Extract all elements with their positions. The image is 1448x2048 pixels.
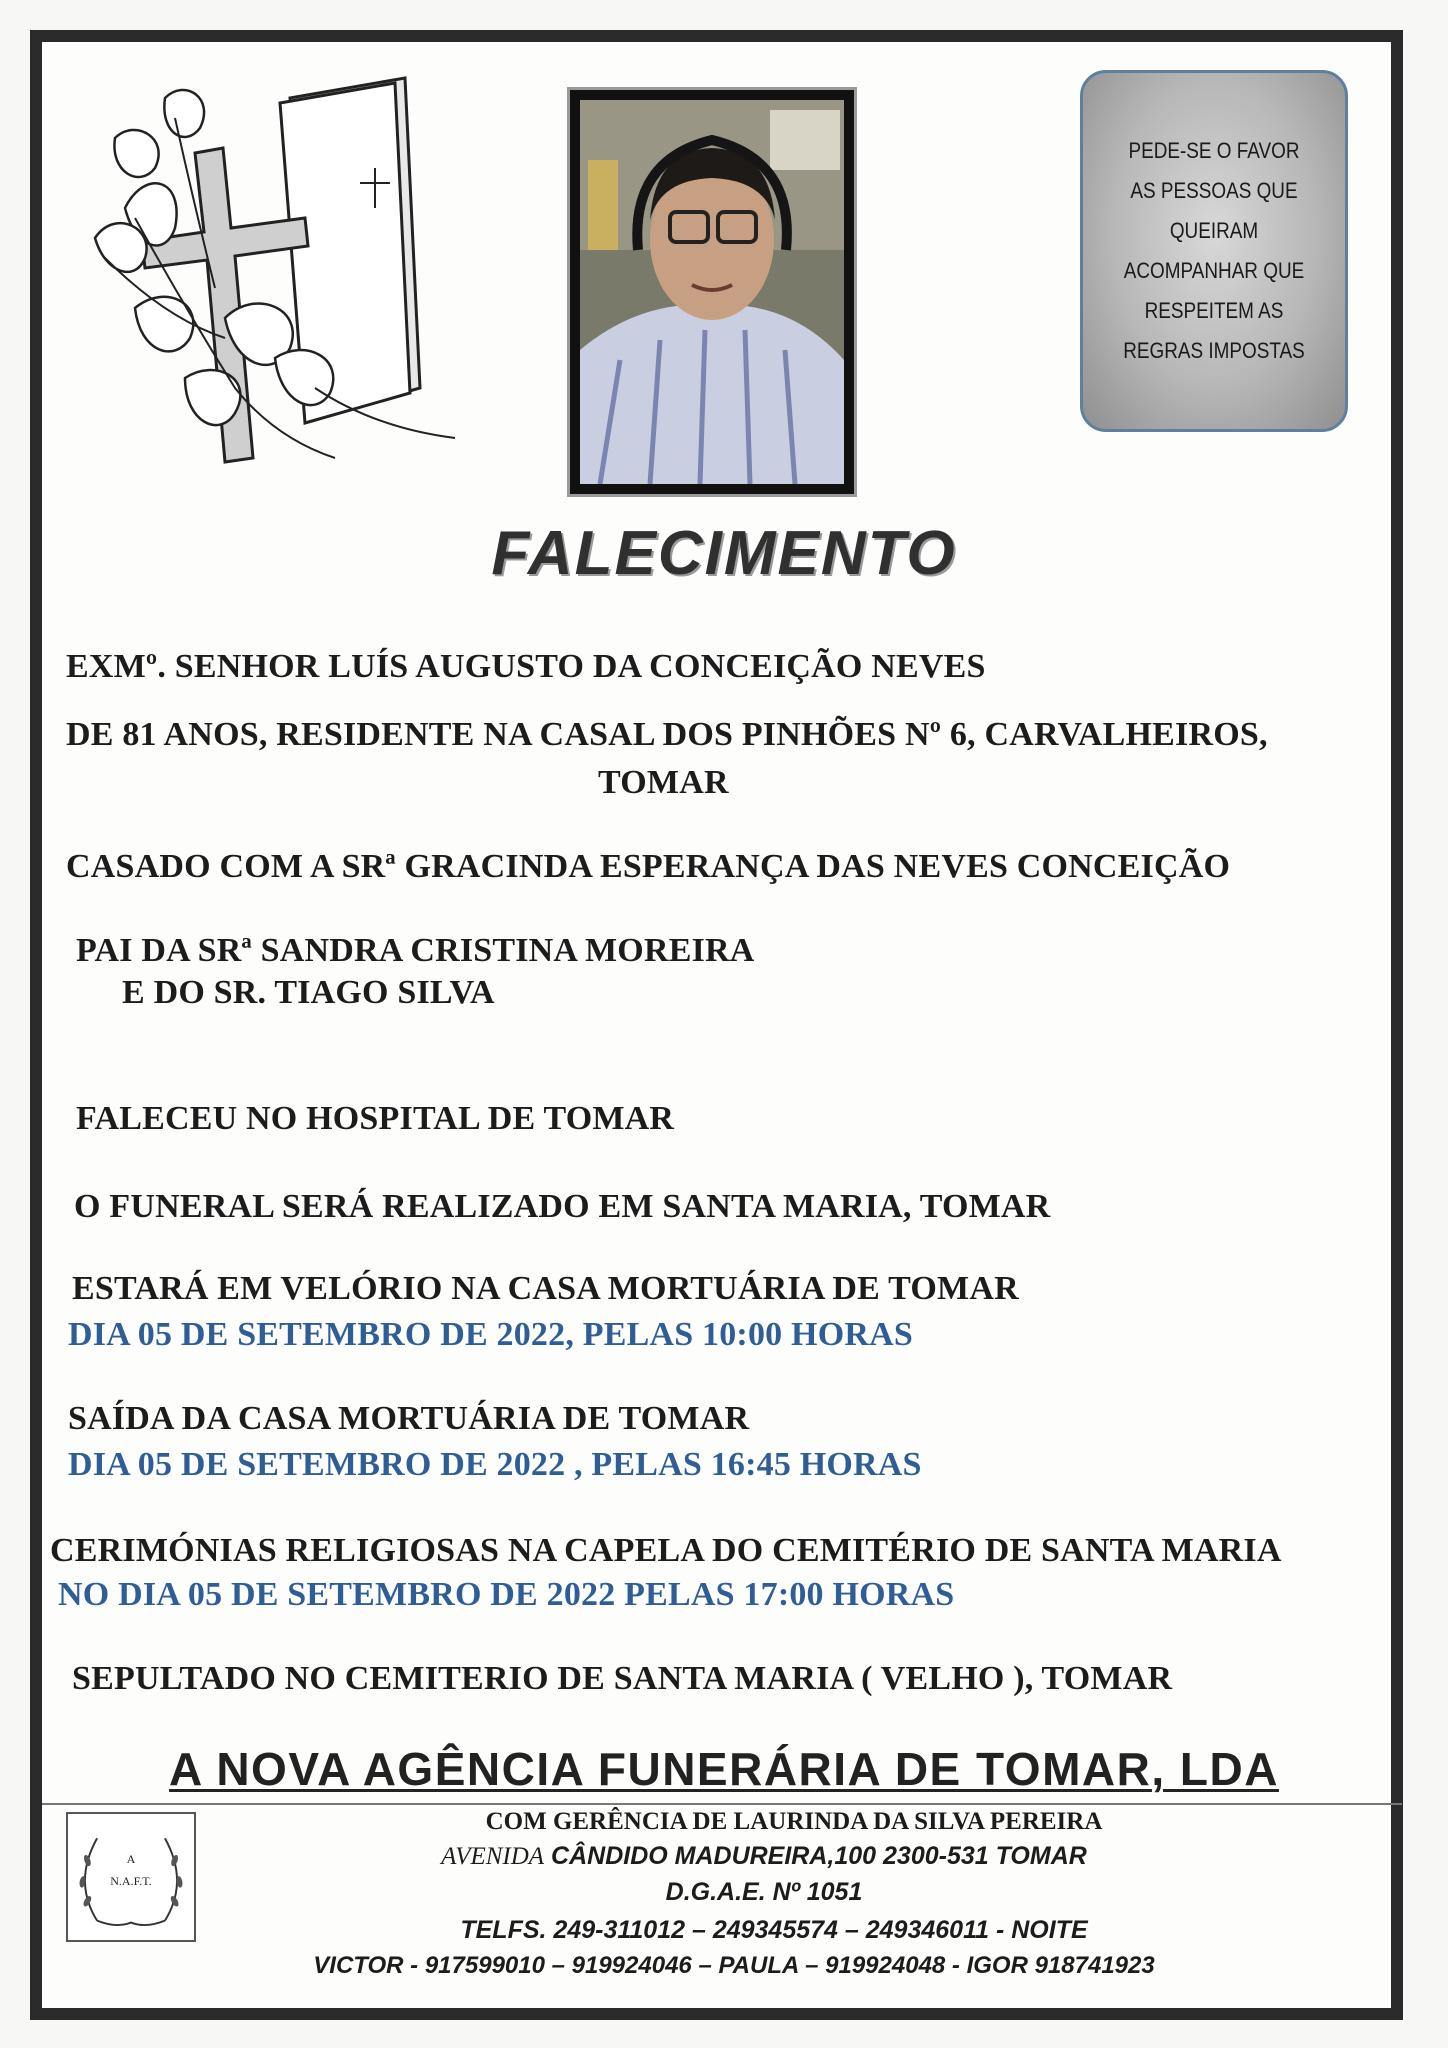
agency-dgae: D.G.A.E. Nº 1051 — [665, 1878, 863, 1906]
child-line-1: PAI DA SRª SANDRA CRISTINA MOREIRA — [76, 932, 755, 969]
page-title: FALECIMENTO — [491, 519, 957, 588]
agency-name: A NOVA AGÊNCIA FUNERÁRIA DE TOMAR, LDA — [169, 1743, 1279, 1795]
footer-divider — [42, 1803, 1402, 1805]
agency-night-contacts: VICTOR - 917599010 – 919924046 – PAULA – 919924048 - IGOR 918741923 — [313, 1952, 1155, 1979]
cross-lilies-illustration — [75, 58, 465, 488]
agency-address-prefix: AVENIDA — [441, 1843, 545, 1870]
age-residence-line: DE 81 ANOS, RESIDENTE NA CASAL DOS PINHÕES Nº 6, CARVALHEIROS, — [66, 716, 1268, 753]
funeral-location: O FUNERAL SERÁ REALIZADO EM SANTA MARIA, TOMAR — [74, 1188, 1051, 1225]
agency-address-detail: CÂNDIDO MADUREIRA,100 2300-531 TOMAR — [551, 1842, 1087, 1870]
residence-town: TOMAR — [598, 764, 729, 801]
logo-letter: A — [126, 1852, 136, 1866]
agency-address — [40, 1842, 1448, 1871]
agency-phones: TELFS. 249-311012 – 249345574 – 249346011 - NOITE — [460, 1916, 1088, 1944]
burial-location: SEPULTADO NO CEMITERIO DE SANTA MARIA ( VELHO ), TOMAR — [72, 1660, 1173, 1697]
wake-location: ESTARÁ EM VELÓRIO NA CASA MORTUÁRIA DE TOMAR — [72, 1270, 1019, 1307]
ceremony-datetime: NO DIA 05 DE SETEMBRO DE 2022 PELAS 17:00 HORAS — [58, 1576, 955, 1613]
wake-datetime: DIA 05 DE SETEMBRO DE 2022, PELAS 10:00 HORAS — [68, 1316, 913, 1353]
agency-management: COM GERÊNCIA DE LAURINDA DA SILVA PEREIRA — [485, 1808, 1103, 1835]
departure-location: SAÍDA DA CASA MORTUÁRIA DE TOMAR — [68, 1400, 750, 1437]
logo-initials: N.A.F.T. — [110, 1874, 152, 1888]
covid-rules-notice-box — [1080, 70, 1348, 432]
departure-datetime: DIA 05 DE SETEMBRO DE 2022 , PELAS 16:45 HORAS — [68, 1446, 922, 1483]
ceremony-location: CERIMÓNIAS RELIGIOSAS NA CAPELA DO CEMITÉRIO DE SANTA MARIA — [50, 1532, 1282, 1569]
covid-rules-notice-text: PEDE-SE O FAVOR AS PESSOAS QUE QUEIRAM ACOMPANHAR QUE RESPEITEM AS REGRAS IMPOSTAS — [1123, 138, 1305, 363]
place-of-death: FALECEU NO HOSPITAL DE TOMAR — [76, 1100, 675, 1137]
spouse-line: CASADO COM A SRª GRACINDA ESPERANÇA DAS NEVES CONCEIÇÃO — [66, 848, 1231, 885]
deceased-portrait-photo — [567, 87, 857, 497]
child-line-2: E DO SR. TIAGO SILVA — [122, 974, 495, 1011]
deceased-name: EXMº. SENHOR LUÍS AUGUSTO DA CONCEIÇÃO NEVES — [66, 648, 986, 685]
